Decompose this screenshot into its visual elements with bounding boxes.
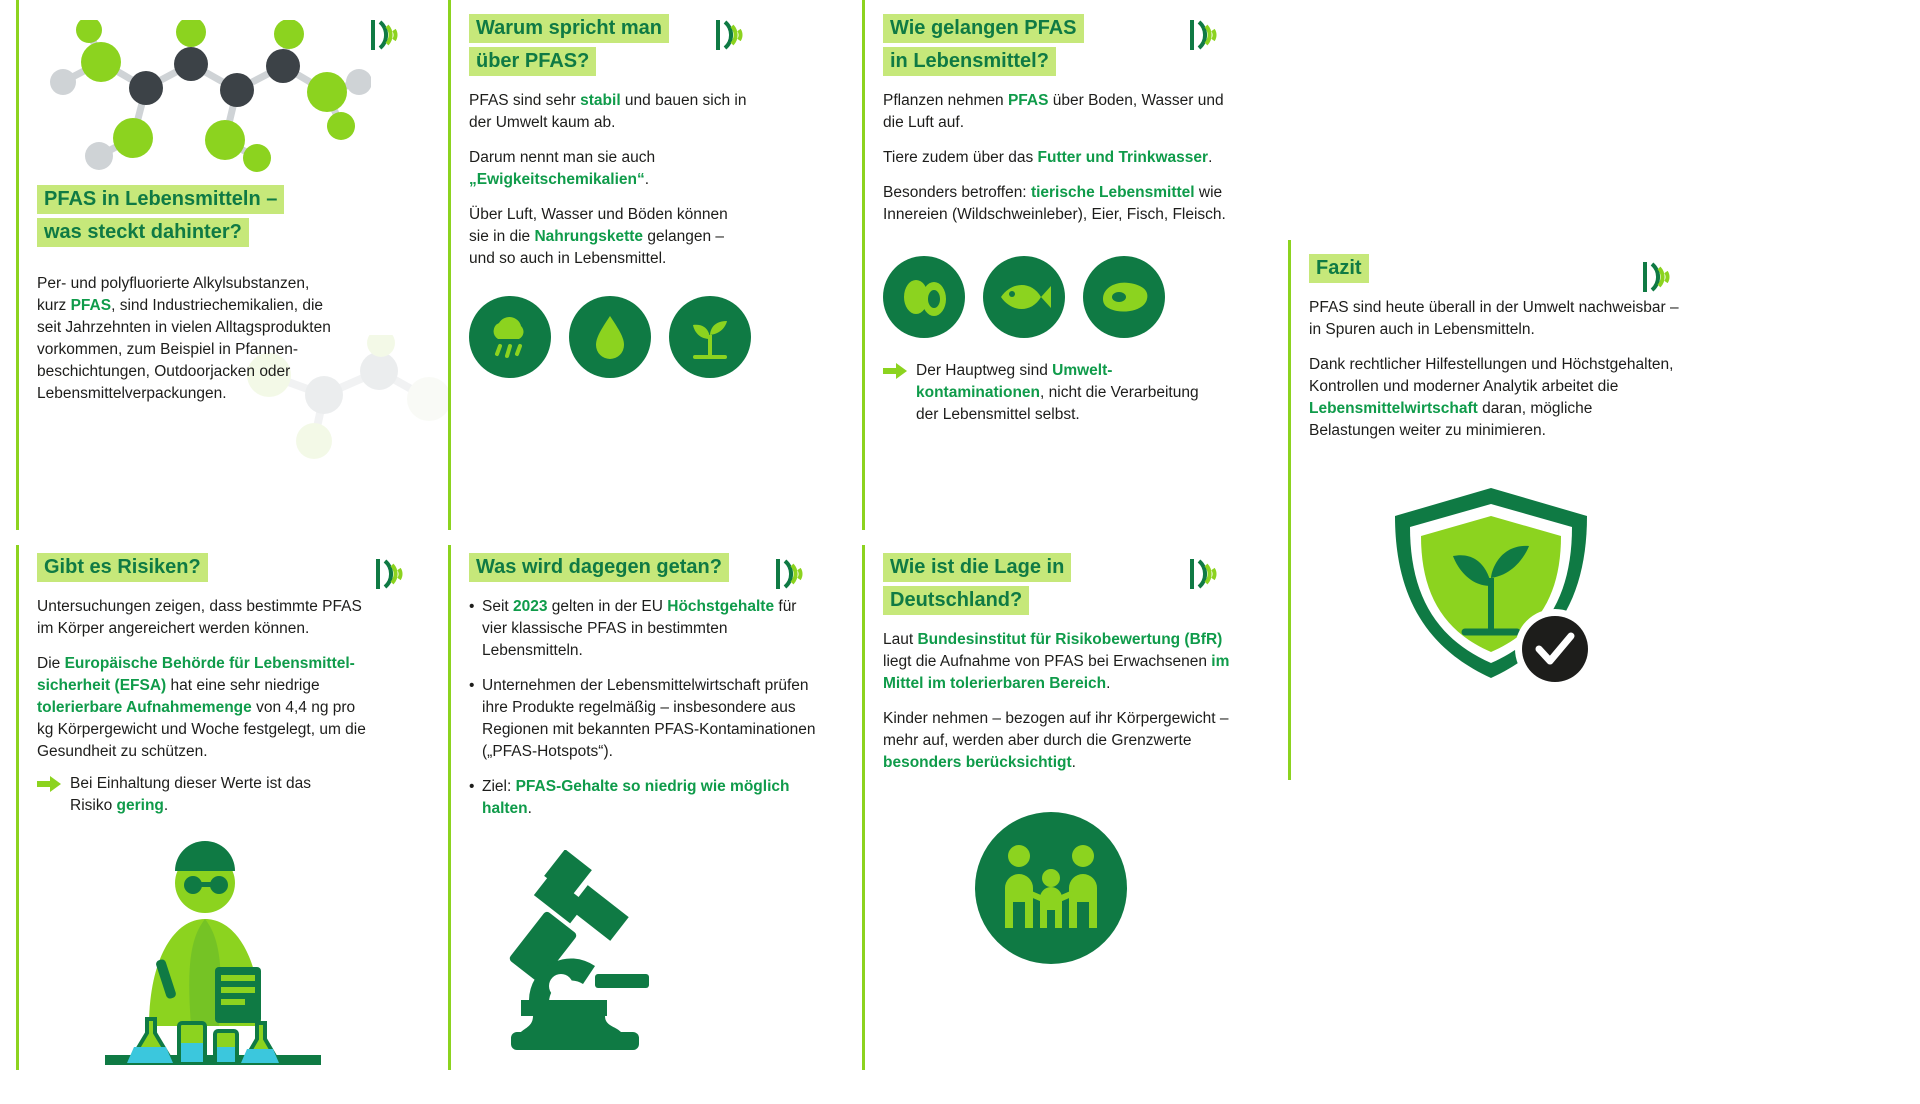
risiken-paragraph-1: Untersuchungen zeigen, dass bestimmte PFAS im Körper angereichert werden können. — [37, 598, 362, 637]
intro-heading-line1: PFAS in Lebensmitteln – — [37, 185, 284, 214]
fazit-paragraph-1: PFAS sind heute überall in der Umwelt nachweisbar – in Spuren auch in Lebensmitteln. — [1309, 299, 1679, 338]
arrow-right-icon — [883, 363, 907, 379]
panel-intro — [16, 0, 434, 530]
lage-paragraph-2: Kinder nehmen – bezogen auf ihr Körpergewicht – mehr auf, werden aber durch die Grenzwerte besonders berücksichtigt. — [883, 710, 1229, 771]
fazit-icon-wrap — [1379, 482, 1708, 702]
risiken-paragraph-2: Die Europäische Behörde für Lebensmittelsicherheit (EFSA) hat eine sehr niedrige tolerierbare Aufnahmemenge von 4,4 ng pro kg Körpergewicht und Woche festgelegt, um die Gesundheit zu schützen. — [37, 655, 366, 760]
wie-gelangen-callout-text: Der Hauptweg sind Umweltkontaminationen, nicht die Verarbeitung der Lebensmittel selbst. — [916, 362, 1199, 423]
sound-wave-icon — [1631, 254, 1677, 300]
sound-wave-icon — [1178, 551, 1224, 597]
intro-heading — [37, 185, 327, 251]
sprout-icon — [669, 296, 751, 378]
panel-wie-gelangen — [862, 0, 1252, 530]
wie-gelangen-paragraph-2: Tiere zudem über das Futter und Trinkwasser. — [883, 149, 1213, 166]
sound-wave-icon — [764, 551, 810, 597]
molecule-illustration — [41, 20, 371, 195]
intro-body — [37, 273, 337, 405]
warum-heading-line1: Warum spricht man — [469, 14, 669, 43]
fazit-paragraph-2: Dank rechtlicher Hilfestellungen und Höchstgehalten, Kontrollen und moderner Analytik arbeitet die Lebensmittelwirtschaft daran, mögliche Belastungen weiter zu minimieren. — [1309, 356, 1674, 439]
rain-cloud-icon — [469, 296, 551, 378]
lage-heading-line1: Wie ist die Lage in — [883, 553, 1071, 582]
panel-lage — [862, 545, 1262, 1070]
warum-heading-line2: über PFAS? — [469, 47, 596, 76]
panel-risiken — [16, 545, 434, 1070]
panel-fazit — [1288, 240, 1708, 780]
lage-icon-wrap — [975, 812, 1262, 964]
sound-wave-icon — [359, 12, 405, 58]
fazit-body — [1309, 297, 1679, 442]
water-drop-icon — [569, 296, 651, 378]
sound-wave-icon — [364, 551, 410, 597]
meat-icon — [1083, 256, 1165, 338]
warum-body — [469, 90, 749, 270]
panel-dagegen — [448, 545, 838, 1070]
wie-gelangen-paragraph-3: Besonders betroffen: tierische Lebensmittel wie Innereien (Wildschweinleber), Eier, Fisch, Fleisch. — [883, 184, 1226, 223]
lage-body — [883, 629, 1248, 774]
risiken-icon-wrap — [87, 841, 434, 1076]
lage-paragraph-1: Laut Bundesinstitut für Risikobewertung (BfR) liegt die Aufnahme von PFAS bei Erwachsenen im Mittel im tolerierbaren Bereich. — [883, 631, 1230, 692]
microscope-icon — [499, 850, 679, 1070]
arrow-right-icon — [37, 776, 61, 792]
intro-paragraph: Per- und polyfluorierte Alkylsubstanzen, kurz PFAS, sind Industriechemikalien, die seit Jahrzehnten in vielen Alltagsprodukten vorkommen, zum Beispiel in Pfannenbeschichtungen, Outdoorjacken oder Lebensmittelverpackungen. — [37, 275, 331, 402]
warum-icon-row — [469, 296, 778, 378]
sound-wave-icon — [704, 12, 750, 58]
wie-gelangen-heading-line2: in Lebensmittel? — [883, 47, 1056, 76]
warum-paragraph-1: PFAS sind sehr stabil und bauen sich in der Umwelt kaum ab. — [469, 92, 747, 131]
dagegen-heading-line1: Was wird dagegen getan? — [469, 553, 729, 582]
wie-gelangen-paragraph-1: Pflanzen nehmen PFAS über Boden, Wasser und die Luft auf. — [883, 92, 1224, 131]
risiken-heading-line1: Gibt es Risiken? — [37, 553, 208, 582]
risiken-body — [37, 596, 372, 763]
egg-icon — [883, 256, 965, 338]
lage-heading-line2: Deutschland? — [883, 586, 1029, 615]
warum-paragraph-2: Darum nennt man sie auch „Ewigkeitschemikalien“. — [469, 149, 656, 188]
warum-paragraph-3: Über Luft, Wasser und Böden können sie in die Nahrungskette gelangen – und so auch in Lebensmittel. — [469, 206, 728, 267]
list-item: • Seit 2023 gelten in der EU Höchstgehalte für vier klassische PFAS in bestimmten Lebensmitteln. — [469, 596, 819, 662]
sound-wave-icon — [1178, 12, 1224, 58]
intro-heading-line2: was steckt dahinter? — [37, 218, 249, 247]
dagegen-bullet-list — [469, 596, 819, 820]
family-icon — [975, 812, 1127, 964]
panel-warum — [448, 0, 778, 530]
risiken-callout-text: Bei Einhaltung dieser Werte ist das Risiko gering. — [70, 775, 311, 814]
list-item: • Unternehmen der Lebensmittelwirtschaft prüfen ihre Produkte regelmäßig – insbesondere aus Regionen mit bekannten PFAS-Kontaminationen („PFAS-Hotspots“). — [469, 675, 819, 763]
wie-gelangen-icon-row — [883, 256, 1252, 338]
wie-gelangen-heading-line1: Wie gelangen PFAS — [883, 14, 1084, 43]
list-item: • Ziel: PFAS-Gehalte so niedrig wie möglich halten. — [469, 776, 819, 820]
scientist-lab-icon — [87, 841, 337, 1071]
risiken-callout — [37, 773, 357, 817]
fish-icon — [983, 256, 1065, 338]
wie-gelangen-body — [883, 90, 1238, 226]
fazit-heading-line1: Fazit — [1309, 254, 1369, 283]
wie-gelangen-callout — [883, 360, 1213, 426]
shield-check-leaf-icon — [1379, 482, 1604, 697]
dagegen-icon-wrap — [499, 850, 838, 1075]
